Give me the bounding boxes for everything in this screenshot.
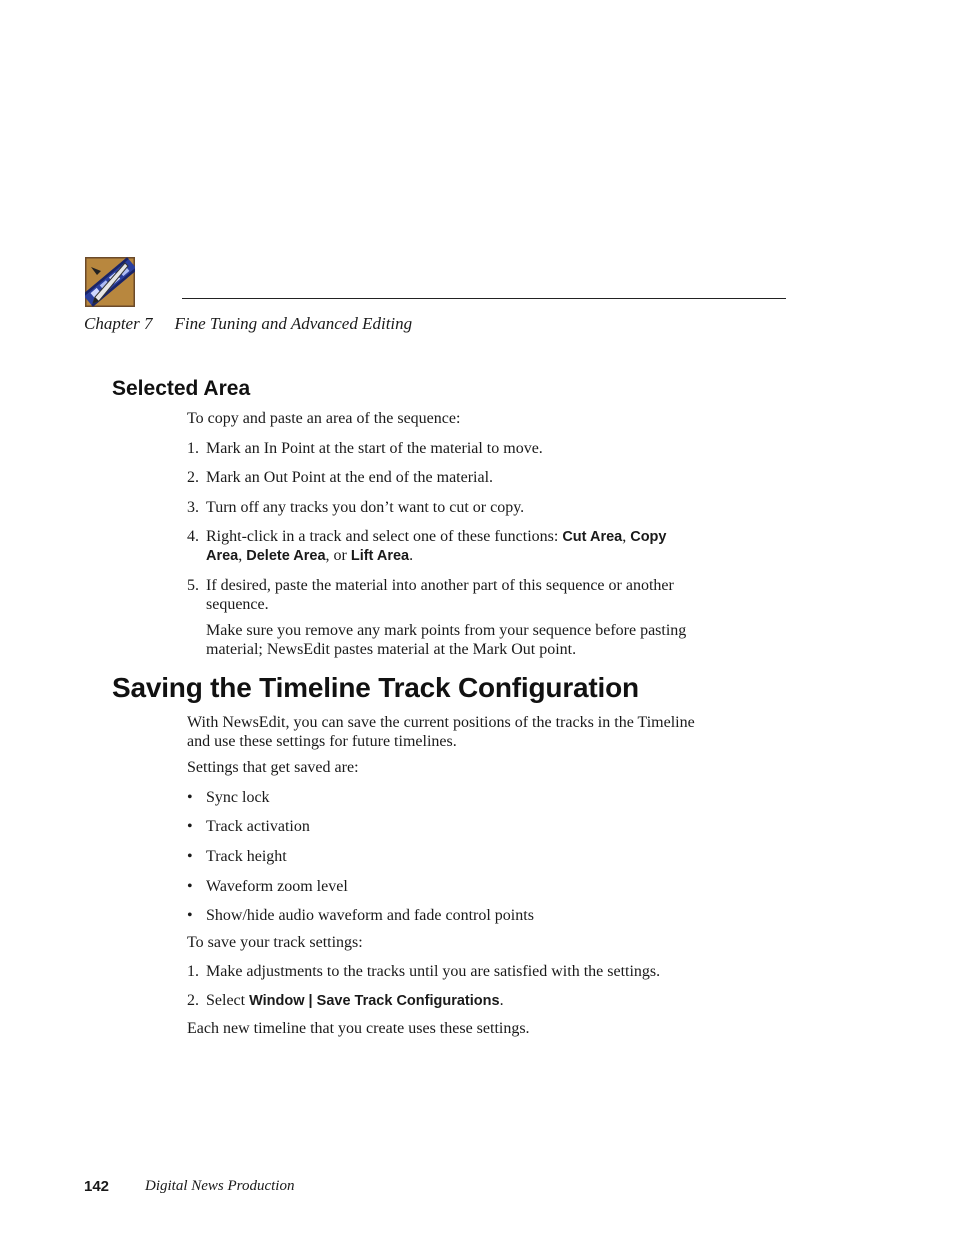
step-text: sequence. [206,596,269,613]
step-number: 2. [187,992,199,1009]
bullet: • [187,907,193,924]
saving-intro-line: With NewsEdit, you can save the current positions of the tracks in the Timeline [187,714,695,731]
step-text: Mark an In Point at the start of the material to move. [206,440,543,457]
save-intro: To save your track settings: [187,934,363,951]
menu-cut-area: Cut Area [562,529,623,545]
saving-intro-line: and use these settings for future timelines. [187,733,457,750]
header-rule [182,298,786,299]
step-number: 4. [187,528,199,545]
note-line: material; NewsEdit pastes material at the Mark Out point. [206,641,577,658]
menu-copy-area-part2: Area [206,548,239,564]
bullet: • [187,878,193,895]
menu-path-save-track-configurations: Window | Save Track Configurations [249,993,500,1009]
chapter-label: Chapter 7 [84,314,153,333]
bullet-text: Show/hide audio waveform and fade control points [206,907,534,924]
note-line: Make sure you remove any mark points from your sequence before pasting [206,622,687,639]
bullet-text: Track activation [206,818,310,835]
page-number: 142 [84,1178,110,1195]
step-number: 2. [187,469,199,486]
bullet: • [187,789,193,806]
step-text: Mark an Out Point at the end of the material. [206,469,494,486]
step4-text: Right-click in a track and select one of these functions: [206,528,563,545]
bullet: • [187,818,193,835]
selected-area-intro: To copy and paste an area of the sequence: [187,410,461,427]
bullet-text: Track height [206,848,287,865]
section-heading-saving: Saving the Timeline Track Configuration [112,672,639,703]
section-heading-selected-area: Selected Area [112,377,251,400]
bullet-text: Sync lock [206,789,270,806]
bullet: • [187,848,193,865]
step4-or: , or [325,547,351,564]
step-text: If desired, paste the material into another part of this sequence or another [206,577,674,594]
book-title: Digital News Production [145,1178,295,1194]
menu-copy-area-part1: Copy [630,529,667,545]
step-number: 3. [187,499,199,516]
step-number: 1. [187,963,199,980]
step-text: Make adjustments to the tracks until you are satisfied with the settings. [206,963,661,980]
step-text: Right-click in a track and select one of these functions: Cut Area, Copy [206,528,667,545]
step-text: Select Window | Save Track Configurations. [206,992,504,1009]
step2-text: Select [206,992,250,1009]
chapter-title: Fine Tuning and Advanced Editing [174,314,413,333]
menu-delete-area: Delete Area [246,548,326,564]
step-text: Turn off any tracks you don’t want to cut or copy. [206,499,525,516]
step-number: 1. [187,440,199,457]
menu-lift-area: Lift Area [350,548,410,564]
step-text: Area, Delete Area, or Lift Area. [206,547,414,564]
film-nib-logo-icon [85,257,135,307]
settings-intro: Settings that get saved are: [187,759,359,776]
running-header [84,314,412,334]
saving-outro: Each new timeline that you create uses these settings. [187,1020,530,1037]
step-number: 5. [187,577,199,594]
bullet-text: Waveform zoom level [206,878,348,895]
